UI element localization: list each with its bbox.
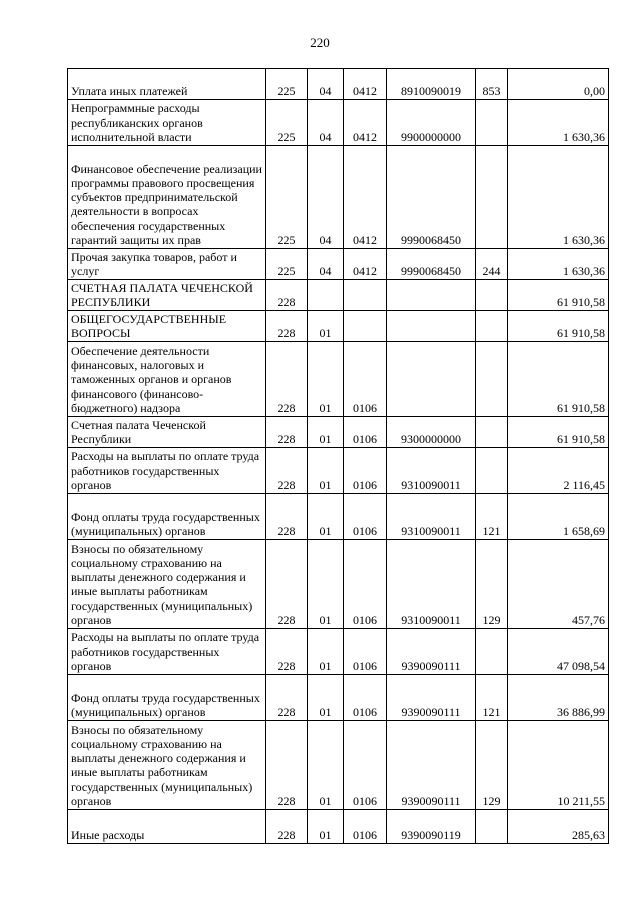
subsection-code: 0106 (344, 540, 387, 629)
row-name: Уплата иных платежей (68, 69, 266, 100)
subsection-code: 0412 (344, 249, 387, 280)
budget-table (67, 68, 609, 844)
target-article-code: 9390090111 (387, 629, 476, 675)
subsection-code: 0106 (344, 448, 387, 494)
table-row (68, 629, 609, 675)
grbs-code: 225 (266, 69, 308, 100)
subsection-code: 0106 (344, 342, 387, 417)
grbs-code: 228 (266, 810, 308, 844)
target-article-code (387, 311, 476, 342)
table-row (68, 721, 609, 810)
amount: 61 910,58 (508, 280, 609, 311)
table-row (68, 675, 609, 721)
grbs-code: 228 (266, 629, 308, 675)
section-code: 01 (308, 448, 344, 494)
table-row (68, 311, 609, 342)
row-name: Непрограммные расходы республиканских органов исполнительной власти (68, 100, 266, 146)
grbs-code: 228 (266, 417, 308, 448)
amount: 61 910,58 (508, 311, 609, 342)
table-row (68, 540, 609, 629)
amount: 47 098,54 (508, 629, 609, 675)
section-code: 04 (308, 100, 344, 146)
subsection-code (344, 280, 387, 311)
subsection-code: 0106 (344, 629, 387, 675)
section-code: 01 (308, 417, 344, 448)
grbs-code: 228 (266, 280, 308, 311)
row-name: Финансовое обеспечение реализации программы правового просвещения субъектов предпринимательской деятельности в вопросах обеспечения государственных гарантий защиты их прав (68, 146, 266, 249)
grbs-code: 228 (266, 540, 308, 629)
subsection-code: 0106 (344, 494, 387, 540)
grbs-code: 228 (266, 342, 308, 417)
section-code: 01 (308, 675, 344, 721)
target-article-code: 9990068450 (387, 249, 476, 280)
subsection-code: 0106 (344, 721, 387, 810)
grbs-code: 225 (266, 146, 308, 249)
target-article-code (387, 342, 476, 417)
table-row (68, 810, 609, 844)
amount: 10 211,55 (508, 721, 609, 810)
table-row (68, 342, 609, 417)
grbs-code: 228 (266, 675, 308, 721)
target-article-code: 9310090011 (387, 540, 476, 629)
row-name: Иные расходы (68, 810, 266, 844)
expense-type-code: 121 (476, 494, 508, 540)
expense-type-code (476, 810, 508, 844)
row-name: Взносы по обязательному социальному страхованию на выплаты денежного содержания и иные выплаты работникам государственных (муниципальных) органов (68, 540, 266, 629)
subsection-code: 0106 (344, 810, 387, 844)
expense-type-code (476, 100, 508, 146)
grbs-code: 228 (266, 311, 308, 342)
table-row (68, 417, 609, 448)
expense-type-code (476, 280, 508, 311)
subsection-code: 0106 (344, 417, 387, 448)
target-article-code (387, 280, 476, 311)
table-row (68, 146, 609, 249)
amount: 1 630,36 (508, 249, 609, 280)
amount: 61 910,58 (508, 417, 609, 448)
amount: 1 630,36 (508, 146, 609, 249)
amount: 285,63 (508, 810, 609, 844)
amount: 61 910,58 (508, 342, 609, 417)
section-code: 01 (308, 494, 344, 540)
subsection-code (344, 311, 387, 342)
subsection-code: 0412 (344, 100, 387, 146)
section-code: 04 (308, 249, 344, 280)
row-name: Прочая закупка товаров, работ и услуг (68, 249, 266, 280)
table-row (68, 100, 609, 146)
section-code (308, 280, 344, 311)
row-name: Расходы на выплаты по оплате труда работников государственных органов (68, 629, 266, 675)
expense-type-code (476, 417, 508, 448)
table-row (68, 280, 609, 311)
subsection-code: 0412 (344, 69, 387, 100)
grbs-code: 225 (266, 100, 308, 146)
target-article-code: 9300000000 (387, 417, 476, 448)
row-name: Фонд оплаты труда государственных (муниципальных) органов (68, 675, 266, 721)
row-name: Фонд оплаты труда государственных (муниципальных) органов (68, 494, 266, 540)
expense-type-code (476, 448, 508, 494)
amount: 1 658,69 (508, 494, 609, 540)
page-number: 220 (310, 35, 330, 50)
target-article-code: 9390090111 (387, 675, 476, 721)
section-code: 01 (308, 342, 344, 417)
amount: 36 886,99 (508, 675, 609, 721)
section-code: 01 (308, 540, 344, 629)
target-article-code: 9990068450 (387, 146, 476, 249)
table-row (68, 494, 609, 540)
section-code: 01 (308, 311, 344, 342)
target-article-code: 9390090111 (387, 721, 476, 810)
expense-type-code: 129 (476, 721, 508, 810)
amount: 0,00 (508, 69, 609, 100)
table-row (68, 249, 609, 280)
expense-type-code: 853 (476, 69, 508, 100)
amount: 1 630,36 (508, 100, 609, 146)
amount: 457,76 (508, 540, 609, 629)
row-name: СЧЕТНАЯ ПАЛАТА ЧЕЧЕНСКОЙ РЕСПУБЛИКИ (68, 280, 266, 311)
row-name: Расходы на выплаты по оплате труда работников государственных органов (68, 448, 266, 494)
grbs-code: 228 (266, 721, 308, 810)
section-code: 01 (308, 810, 344, 844)
row-name: ОБЩЕГОСУДАРСТВЕННЫЕ ВОПРОСЫ (68, 311, 266, 342)
amount: 2 116,45 (508, 448, 609, 494)
section-code: 04 (308, 69, 344, 100)
target-article-code: 9390090119 (387, 810, 476, 844)
row-name: Счетная палата Чеченской Республики (68, 417, 266, 448)
expense-type-code: 121 (476, 675, 508, 721)
subsection-code: 0412 (344, 146, 387, 249)
expense-type-code (476, 311, 508, 342)
table-row (68, 69, 609, 100)
subsection-code: 0106 (344, 675, 387, 721)
expense-type-code: 244 (476, 249, 508, 280)
grbs-code: 228 (266, 448, 308, 494)
section-code: 04 (308, 146, 344, 249)
table-row (68, 448, 609, 494)
target-article-code: 8910090019 (387, 69, 476, 100)
expense-type-code (476, 629, 508, 675)
target-article-code: 9310090011 (387, 494, 476, 540)
target-article-code: 9900000000 (387, 100, 476, 146)
grbs-code: 225 (266, 249, 308, 280)
expense-type-code: 129 (476, 540, 508, 629)
section-code: 01 (308, 629, 344, 675)
target-article-code: 9310090011 (387, 448, 476, 494)
section-code: 01 (308, 721, 344, 810)
expense-type-code (476, 342, 508, 417)
row-name: Обеспечение деятельности финансовых, налоговых и таможенных органов и органов финансового (финансово-бюджетного) надзора (68, 342, 266, 417)
expense-type-code (476, 146, 508, 249)
grbs-code: 228 (266, 494, 308, 540)
row-name: Взносы по обязательному социальному страхованию на выплаты денежного содержания и иные выплаты работникам государственных (муниципальных) органов (68, 721, 266, 810)
